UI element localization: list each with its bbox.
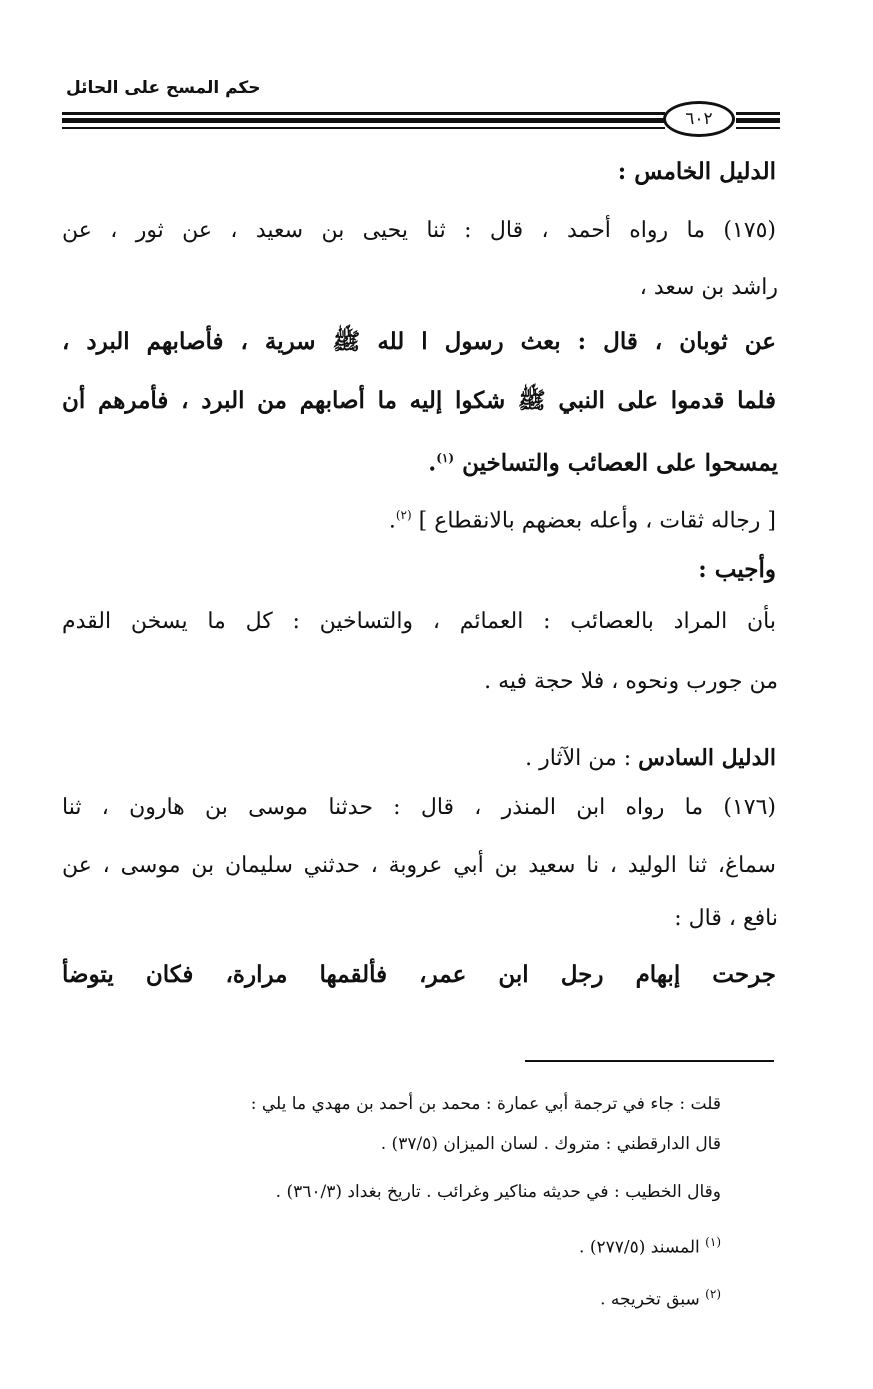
heading-bold: الدليل السادس xyxy=(638,745,776,771)
header-rule xyxy=(62,118,665,123)
punctuation: . xyxy=(428,449,437,477)
text-line: (١٧٦) ما رواه ابن المنذر ، قال : حدثنا موسى بن هارون ، ثنا xyxy=(62,795,776,820)
text-line: نافع ، قال : xyxy=(674,906,778,931)
header-rule xyxy=(736,118,780,123)
running-title: حكم المسح على الحائل xyxy=(66,78,261,98)
footnote-ref: (٢) xyxy=(395,508,412,522)
heading-rest: : من الآثار . xyxy=(525,746,632,771)
header-rule xyxy=(62,127,665,129)
text-line: سماغ، ثنا الوليد ، نا سعيد بن أبي عروبة ، حدثني سليمان بن موسى ، عن xyxy=(62,853,776,878)
footnote-text: قلت : جاء في ترجمة أبي عمارة : محمد بن أحمد بن مهدي ما يلي : xyxy=(250,1094,721,1114)
footnote-body: المسند (٢٧٧/٥) . xyxy=(579,1237,700,1258)
athar-line: جرحت إبهام رجل ابن عمر، فألقمها مرارة، فكان يتوضأ xyxy=(62,961,776,988)
section-heading: الدليل الخامس : xyxy=(617,158,776,185)
text-line: بأن المراد بالعصائب : العمائم ، والتساخين : كل ما يسخن القدم xyxy=(62,609,776,634)
answer-heading: وأجيب : xyxy=(698,556,776,583)
footnote-separator xyxy=(525,1060,774,1062)
hadith-line: عن ثوبان ، قال : بعث رسول ا لله ﷺ سرية ، فأصابهم البرد ، xyxy=(62,328,776,355)
section-heading xyxy=(525,743,776,774)
footnote-ref: (١) xyxy=(436,451,455,465)
text-line: راشد بن سعد ، xyxy=(639,275,778,300)
punctuation: . xyxy=(388,508,396,534)
grading-text: [ رجاله ثقات ، وأعله بعضهم بالانقطاع ] xyxy=(418,508,776,534)
footnote-2 xyxy=(600,1282,721,1312)
footnote-text: وقال الخطيب : في حديثه مناكير وغرائب . تاريخ بغداد (٣٦٠/٣) . xyxy=(275,1182,721,1202)
header-rule xyxy=(736,127,780,129)
footnote-mark: (١) xyxy=(705,1235,721,1249)
text-line: من جورب ونحوه ، فلا حجة فيه . xyxy=(484,669,778,694)
hadith-text: يمسحوا على العصائب والتساخين xyxy=(462,449,778,477)
grading-line xyxy=(389,500,776,536)
page-number: ٦٠٢ xyxy=(663,101,735,137)
footnote-text: قال الدارقطني : متروك . لسان الميزان (٣٧/٥) . xyxy=(380,1134,721,1154)
text-line: (١٧٥) ما رواه أحمد ، قال : ثنا يحيى بن سعيد ، عن ثور ، عن xyxy=(62,218,776,243)
header-rule xyxy=(62,112,665,115)
header-rule xyxy=(736,112,780,115)
footnote-body: سبق تخريجه . xyxy=(600,1289,700,1310)
footnote-1 xyxy=(579,1230,721,1260)
hadith-line xyxy=(428,443,778,479)
footnote-mark: (٢) xyxy=(705,1287,721,1301)
hadith-line: فلما قدموا على النبي ﷺ شكوا إليه ما أصابهم من البرد ، فأمرهم أن xyxy=(62,387,776,414)
